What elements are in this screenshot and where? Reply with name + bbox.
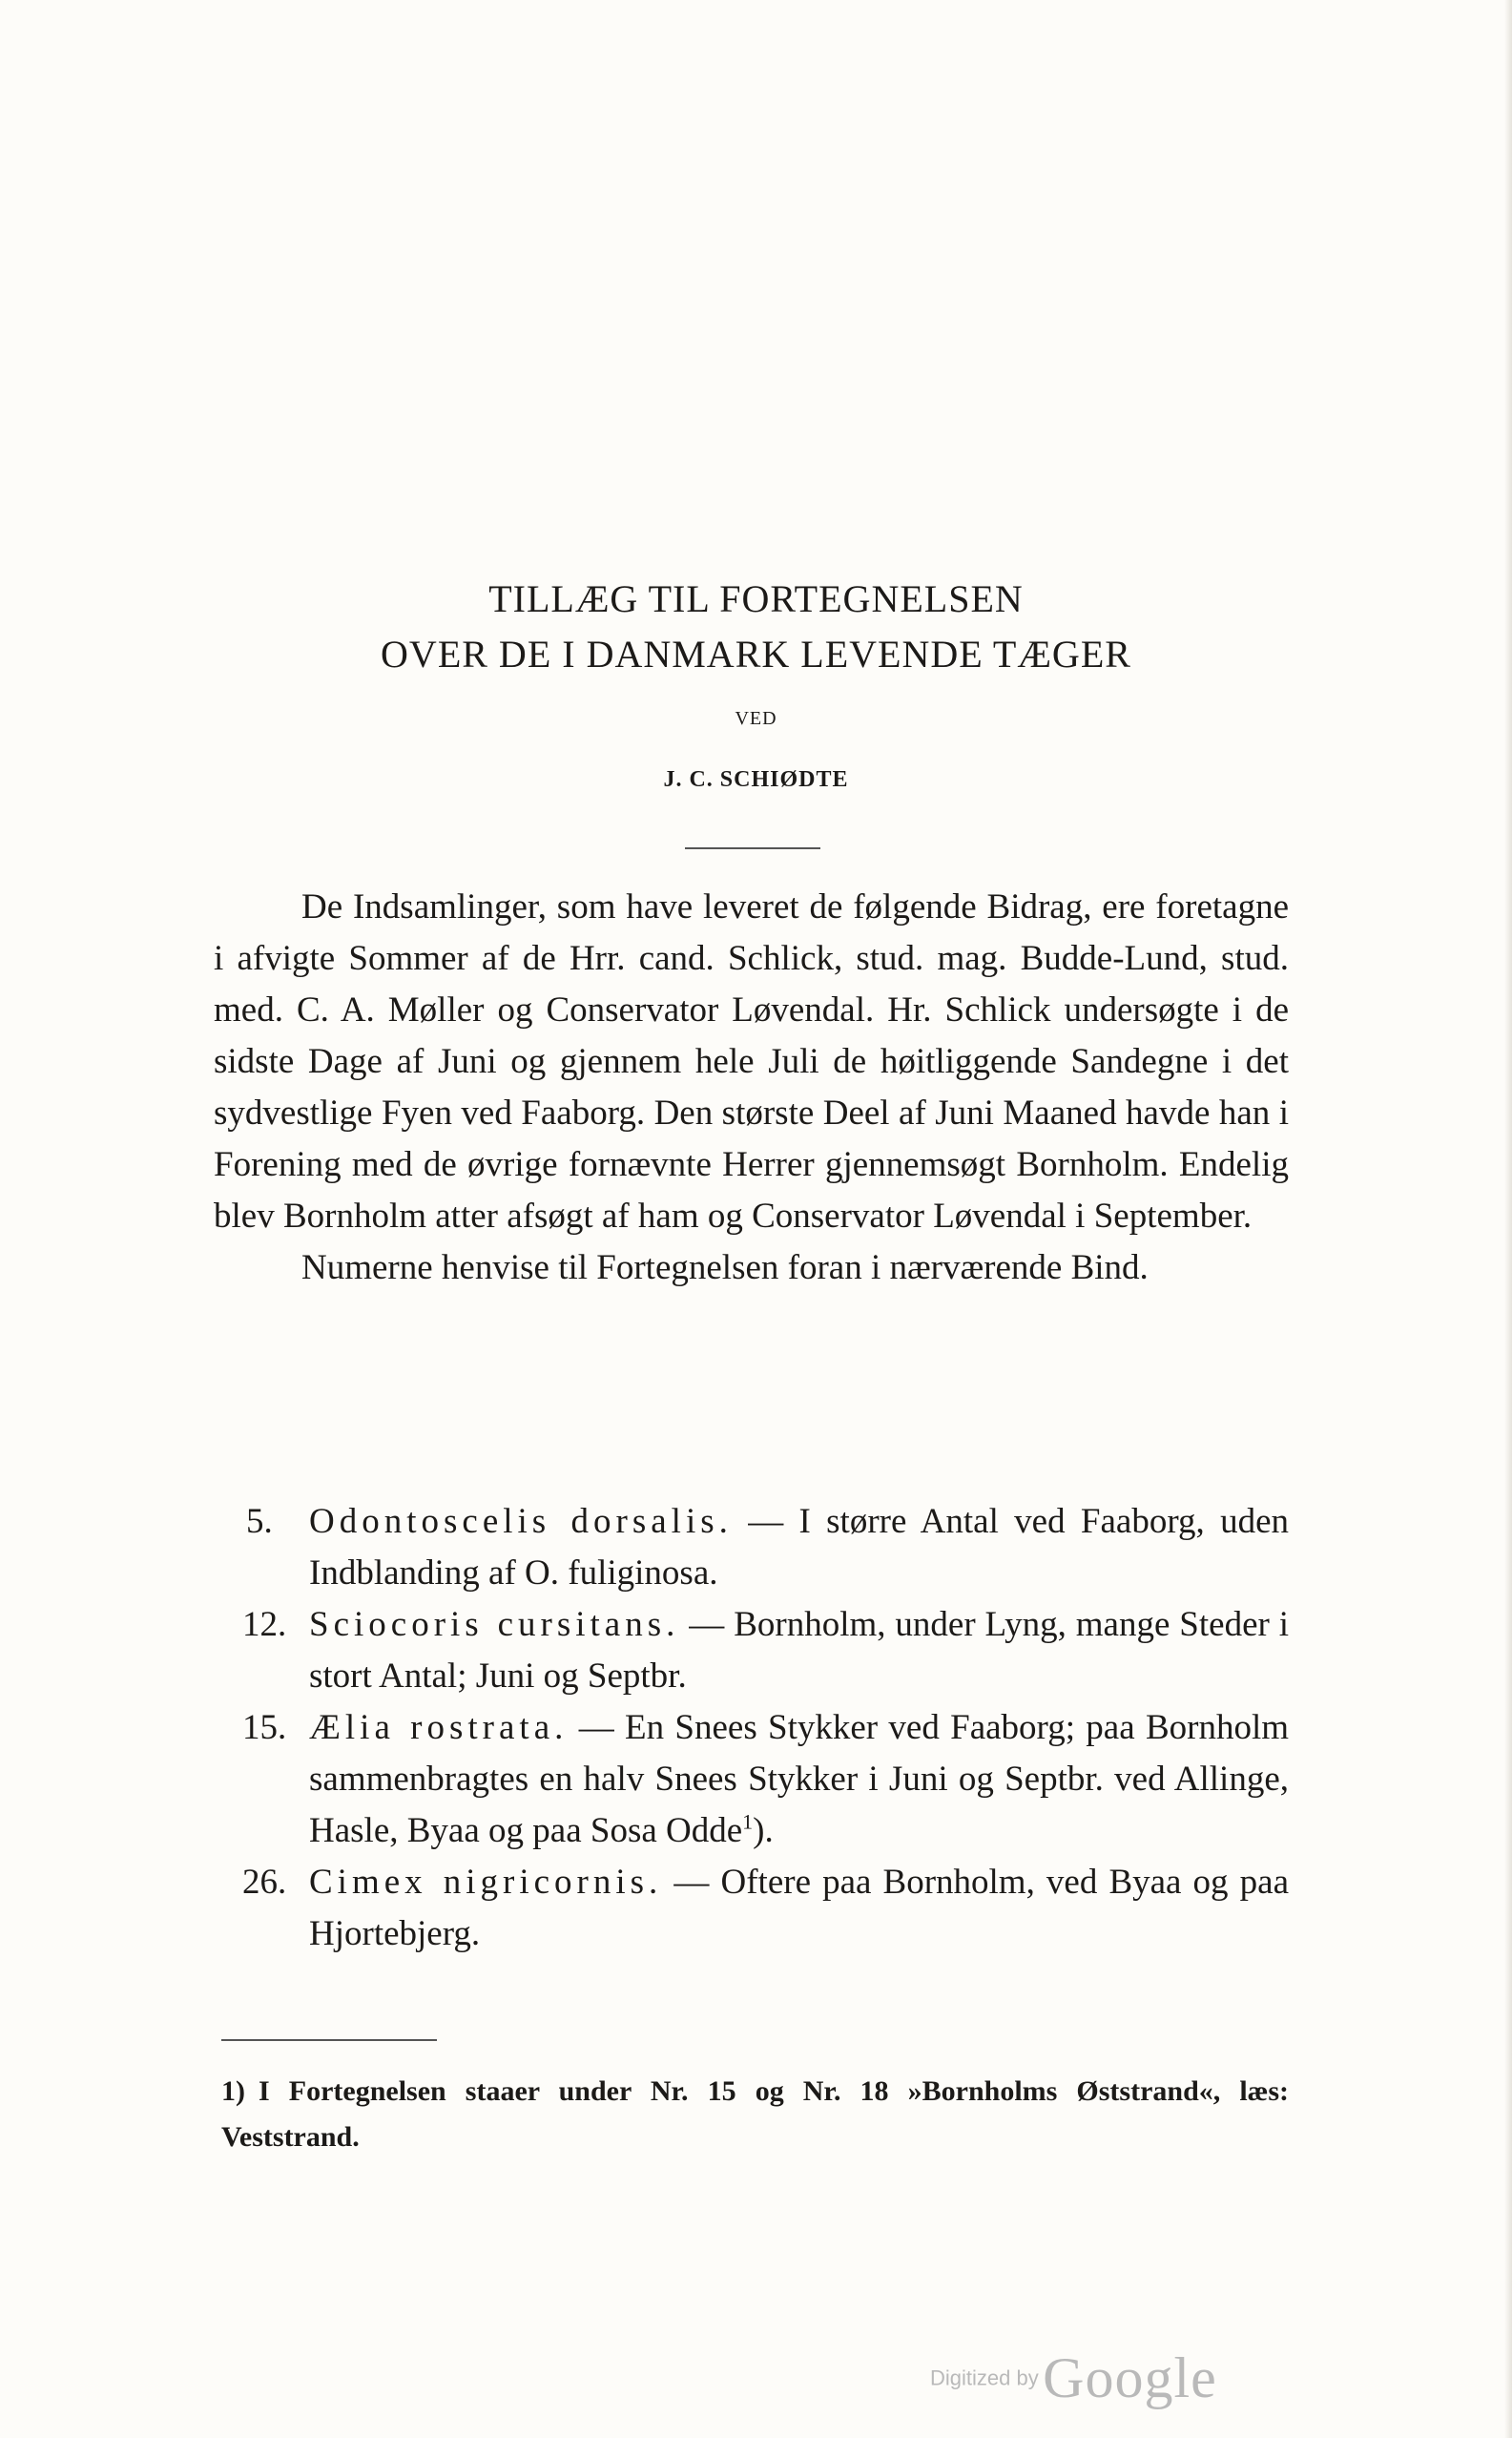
entry-number: 15. bbox=[242, 1708, 287, 1747]
title-line-1: TILLÆG TIL FORTEGNELSEN bbox=[488, 577, 1024, 620]
watermark-prefix: Digitized by bbox=[930, 2365, 1039, 2390]
footnote-mark: 1) bbox=[221, 2075, 245, 2107]
by-line: VED bbox=[735, 708, 777, 729]
entry-number: 12. bbox=[242, 1605, 287, 1644]
species-name: Sciocoris cursitans. bbox=[309, 1605, 680, 1644]
footnote-ref: 1 bbox=[742, 1809, 754, 1834]
entry-text: — I større Antal ved Faaborg, uden Indblanding af O. fuliginosa. bbox=[309, 1502, 1289, 1593]
intro-note: Numerne henvise til Fortegnelsen foran i nærværende Bind. bbox=[301, 1248, 1149, 1287]
footnote-text: I Fortegnelsen staaer under Nr. 15 og Nr. 18 »Bornholms Øststrand«, læs: Veststrand. bbox=[221, 2075, 1289, 2153]
title-divider bbox=[685, 847, 820, 849]
footnote-divider bbox=[221, 2039, 437, 2041]
species-entry bbox=[214, 1857, 1289, 1960]
intro-paragraph: De Indsamlinger, som have leveret de følgende Bidrag, ere foretagne i afvigte Sommer af de Hrr. cand. Schlick, stud. mag. Budde-Lund, stud. med. C. A. Møller og Conservator Løvendal. Hr. Schlick undersøgte i de sidste Dage af Juni og gjennem hele Juli de høitliggende Sandegne i det sydvestlige Fyen ved Faaborg. Den største Deel af Juni Maaned havde han i Forening med de øvrige fornævnte Herrer gjennemsøgt Bornholm. Endelig blev Bornholm atter afsøgt af ham og Conservator Løvendal i September. bbox=[214, 887, 1289, 1236]
entry-text: — Bornholm, under Lyng, mange Steder i stort Antal; Juni og Septbr. bbox=[309, 1605, 1289, 1696]
species-entry bbox=[214, 1496, 1289, 1599]
entry-number: 26. bbox=[242, 1863, 287, 1902]
species-name: Odontoscelis dorsalis. bbox=[309, 1502, 733, 1541]
entry-number: 5. bbox=[246, 1502, 273, 1541]
species-name: Cimex nigricornis. bbox=[309, 1863, 663, 1902]
title-line-2: OVER DE I DANMARK LEVENDE TÆGER bbox=[381, 633, 1131, 676]
entry-text: — Oftere paa Bornholm, ved Byaa og paa Hjortebjerg. bbox=[309, 1863, 1289, 1953]
species-entry bbox=[214, 1702, 1289, 1857]
footnote bbox=[221, 2069, 1289, 2160]
author-name: J. C. SCHIØDTE bbox=[663, 767, 849, 792]
watermark-logo: Google bbox=[1043, 2346, 1217, 2409]
species-name: Ælia rostrata. bbox=[309, 1708, 569, 1747]
page-edge-shadow bbox=[1504, 0, 1512, 2438]
entry-text-tail: ). bbox=[753, 1811, 774, 1850]
species-entry bbox=[214, 1599, 1289, 1702]
digitized-watermark bbox=[930, 2345, 1217, 2411]
intro-text bbox=[214, 882, 1289, 1294]
species-list bbox=[214, 1496, 1289, 1960]
entry-text: — En Snees Stykker ved Faaborg; paa Bornholm sammenbragtes en halv Snees Stykker i Juni og Septbr. ved Allinge, Hasle, Byaa og paa Sosa Odde bbox=[309, 1708, 1289, 1850]
